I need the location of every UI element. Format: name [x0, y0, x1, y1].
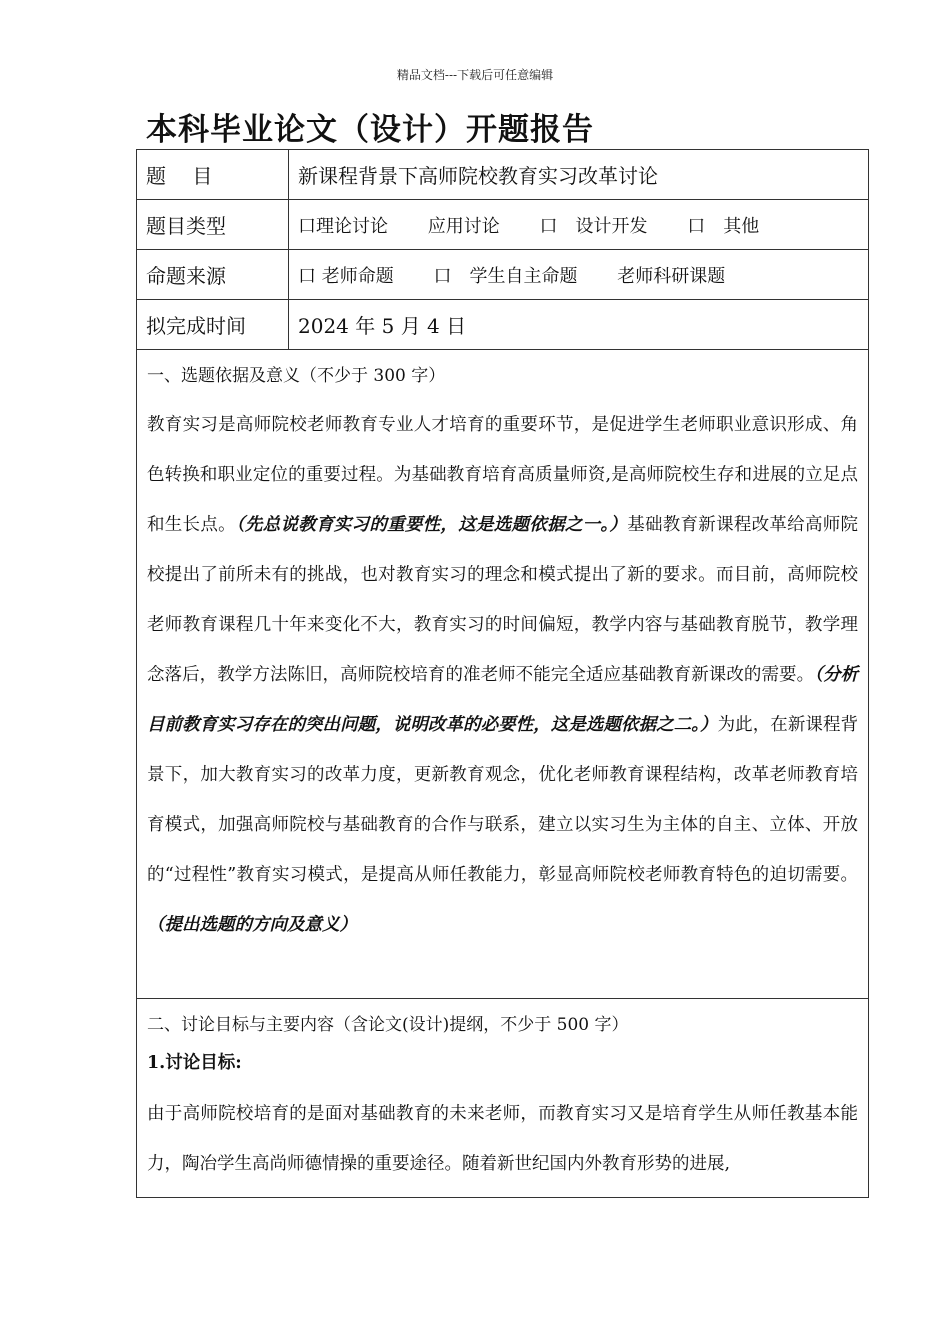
report-table — [136, 149, 869, 1198]
section1-p3: 为此，在新课程背景下，加大教育实习的改革力度，更新教育观念，优化老师教育课程结构，改革老师教育培育模式，加强高师院校与基础教育的合作与联系，建立以实习生为主体的自主、立体、开放的“过程性”教育实习模式，是提高从师任教能力，彰显高师院校老师教育特色的迫切需要。 — [147, 715, 859, 885]
option-other: 口 其他 — [687, 215, 760, 237]
value-topic: 新课程背景下高师院校教育实习改革讨论 — [289, 150, 869, 200]
row-deadline — [137, 300, 869, 350]
value-deadline: 2024 年 5 月 4 日 — [289, 300, 869, 350]
row-topic-type — [137, 200, 869, 250]
option-teacher: 口 老师命题 — [298, 265, 394, 287]
row-topic — [137, 150, 869, 200]
option-applied: 应用讨论 — [427, 215, 500, 237]
section1-note2: （分析目前教育实习存在的突出问题，说明改革的必要性，这是选题依据之二。） — [147, 665, 859, 735]
section2-subheading: 1.讨论目标: — [147, 1053, 242, 1073]
option-design: 口 设计开发 — [539, 215, 648, 237]
section1-note1: （先总说教育实习的重要性，这是选题依据之一。） — [235, 515, 628, 535]
label-source: 命题来源 — [137, 250, 289, 300]
option-theory: 口理论讨论 — [298, 215, 388, 237]
row-source — [137, 250, 869, 300]
option-research: 老师科研课题 — [617, 265, 726, 287]
label-topic-type: 题目类型 — [137, 200, 289, 250]
document-title: 本科毕业论文（设计）开题报告 — [146, 112, 594, 148]
section2-p1: 由于高师院校培育的是面对基础教育的未来老师，而教育实习又是培育学生从师任教基本能力，陶冶学生高尚师德情操的重要途径。随着新世纪国内外教育形势的进展, — [147, 1104, 858, 1174]
row-section2 — [137, 999, 869, 1198]
section1-note3: （提出选题的方向及意义） — [147, 915, 357, 935]
section1-body — [147, 400, 858, 950]
row-section1 — [137, 350, 869, 999]
section1-title: 一、选题依据及意义（不少于 300 字） — [147, 366, 446, 386]
header-note: 精品文档---下载后可任意编辑 — [396, 68, 554, 82]
value-source — [289, 250, 869, 300]
section-basis — [137, 350, 869, 999]
section2-title: 二、讨论目标与主要内容（含论文(设计)提纲，不少于 500 字） — [147, 1015, 629, 1035]
option-student: 口 学生自主命题 — [433, 265, 578, 287]
label-topic: 题 目 — [137, 150, 289, 200]
section-objectives — [137, 999, 869, 1198]
value-topic-type — [289, 200, 869, 250]
label-deadline: 拟完成时间 — [137, 300, 289, 350]
section1-p1: 教育实习是高师院校老师教育专业人才培育的重要环节，是促进学生老师职业意识形成、角色转换和职业定位的重要过程。为基础教育培育高质量师资,是高师院校生存和进展的立足点和生长点。 — [147, 415, 858, 535]
section1-p2: 基础教育新课程改革给高师院校提出了前所未有的挑战，也对教育实习的理念和模式提出了新的要求。而目前，高师院校老师教育课程几十年来变化不大，教育实习的时间偏短，教学内容与基础教育脱节，教学理念落后，教学方法陈旧，高师院校培育的准老师不能完全适应基础教育新课改的需要。 — [147, 515, 859, 685]
